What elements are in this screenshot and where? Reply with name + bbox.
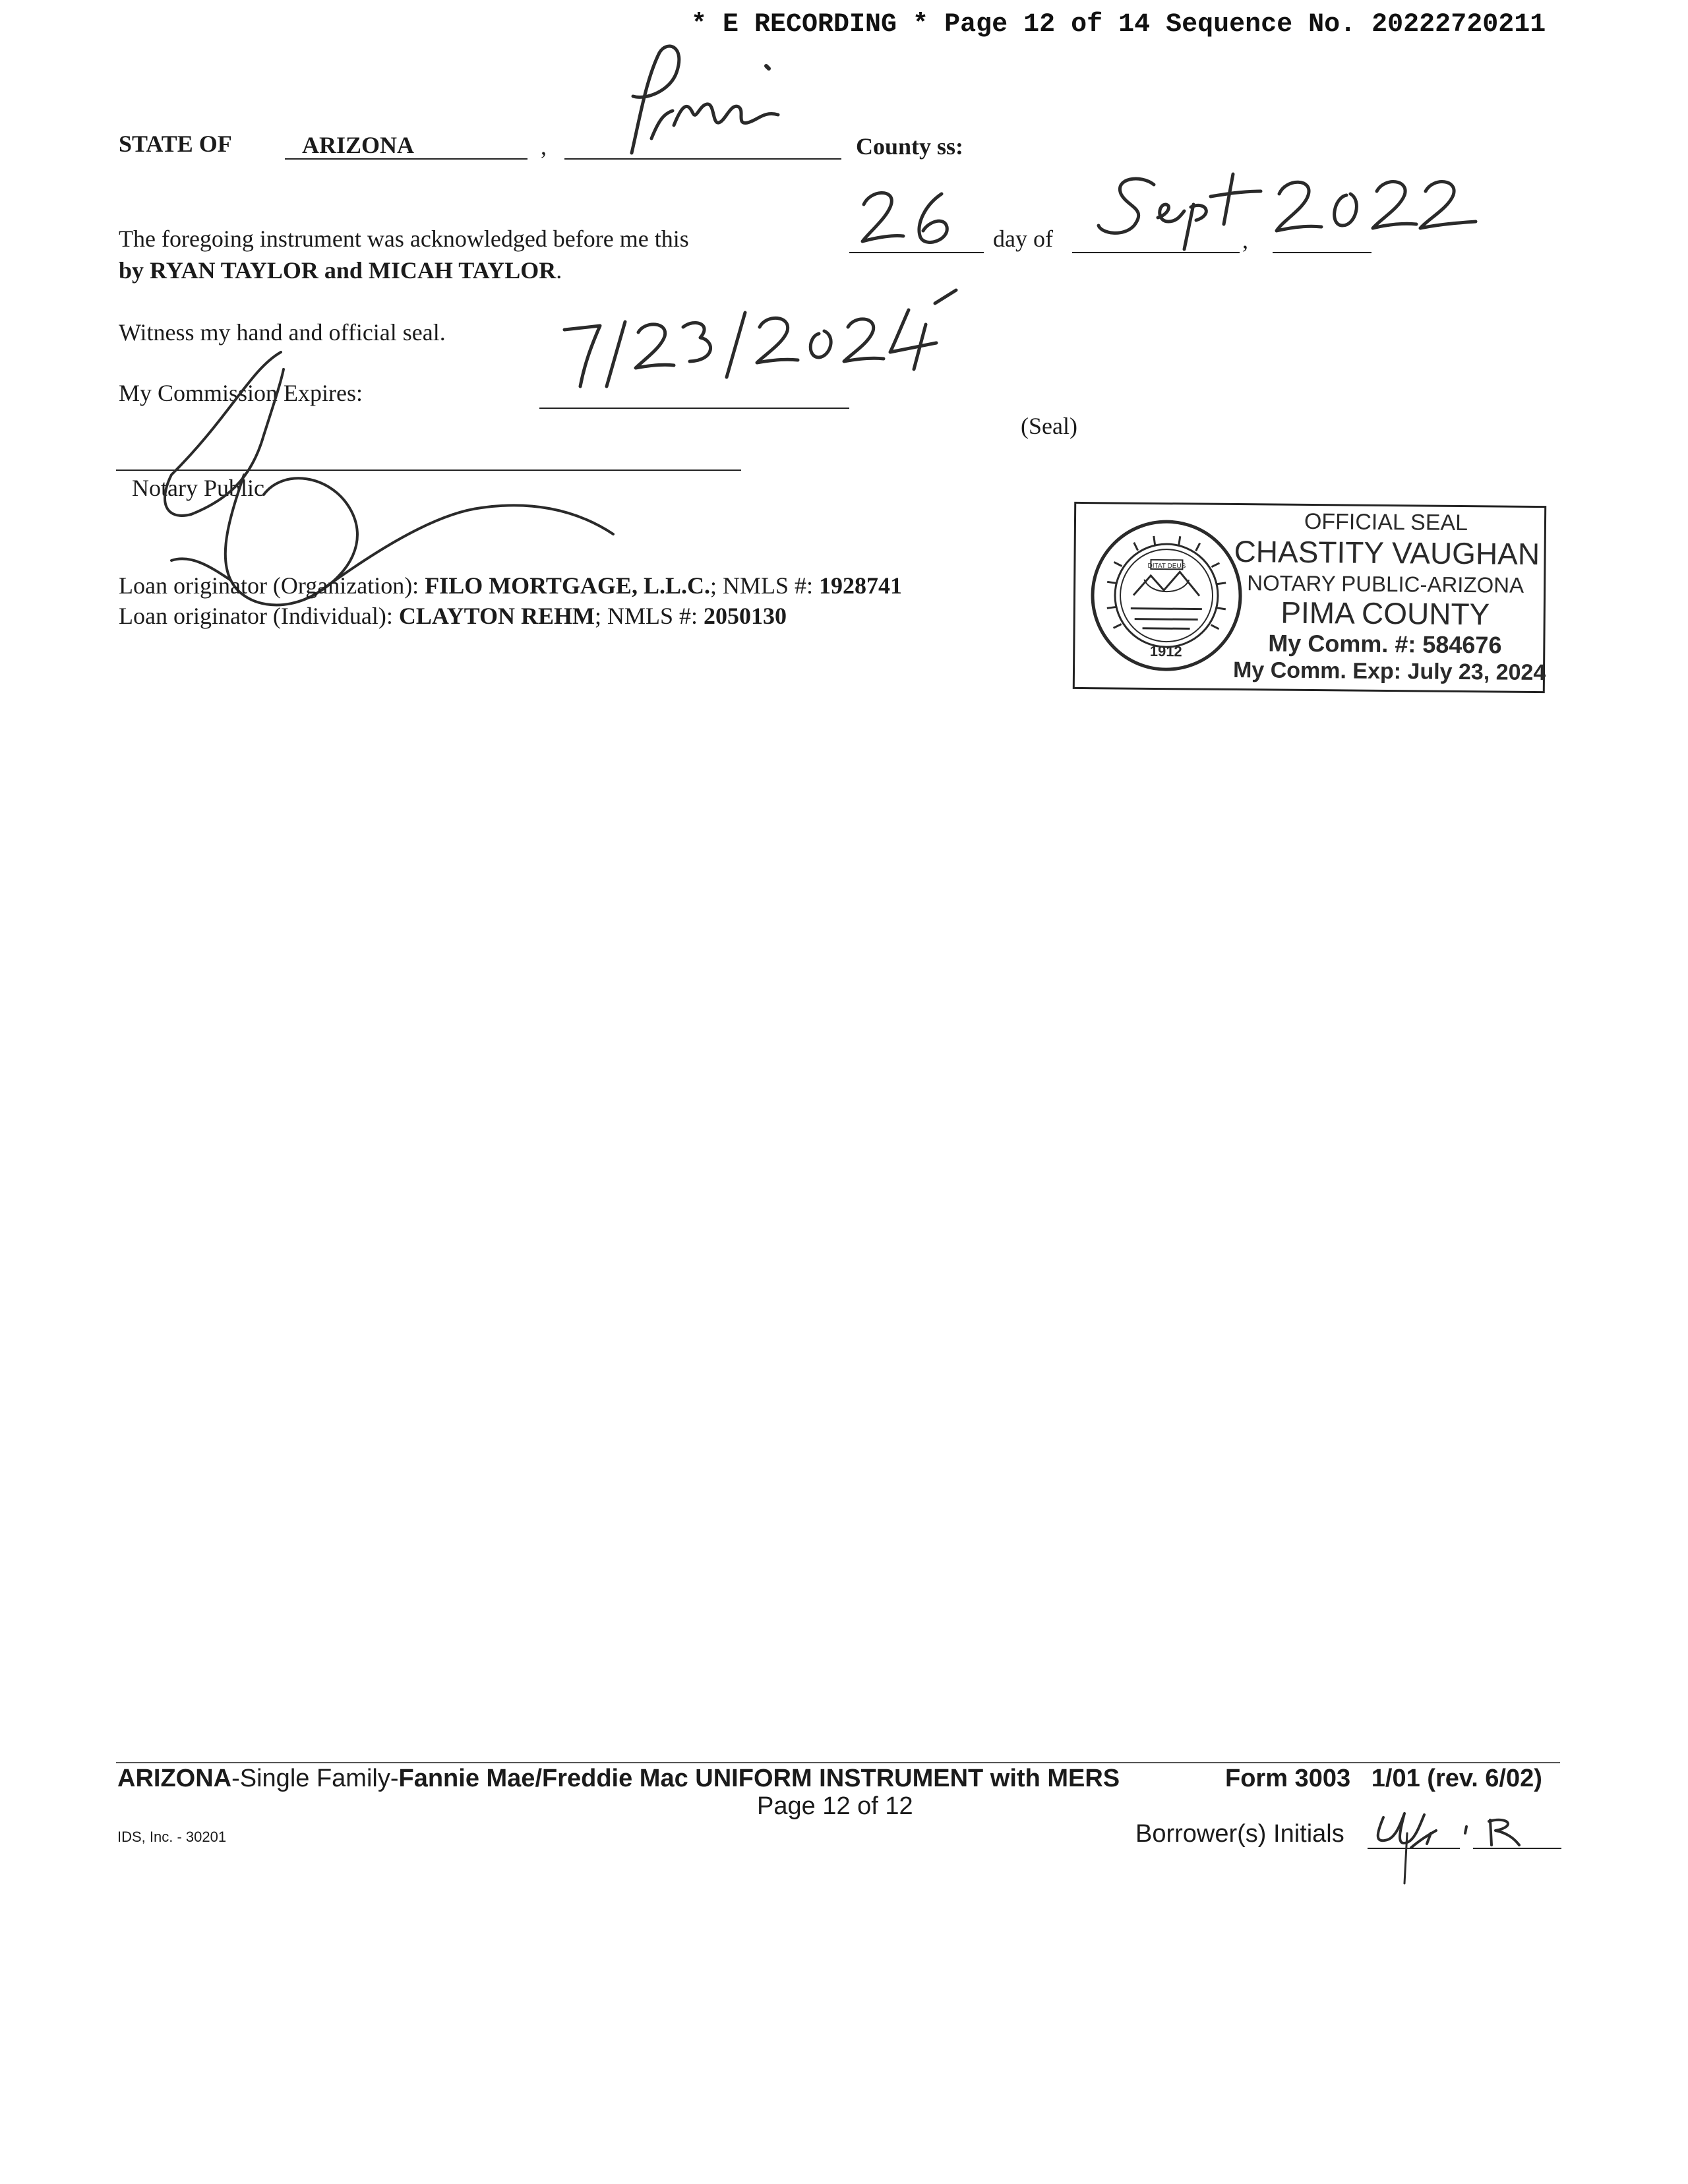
ind-nmls-label: ; NMLS #: xyxy=(594,603,698,629)
svg-text:1912: 1912 xyxy=(1149,642,1182,660)
signers-line xyxy=(119,256,562,285)
year-underline xyxy=(1273,252,1372,253)
footer-rev: 1/01 (rev. 6/02) xyxy=(1371,1765,1542,1792)
org-prefix: Loan originator (Organization): xyxy=(119,572,419,599)
svg-text:DITAT DEUS: DITAT DEUS xyxy=(1147,562,1186,570)
ind-nmls-number: 2050130 xyxy=(703,603,787,629)
state-underline xyxy=(285,158,528,160)
day-handwriting xyxy=(857,185,969,251)
footer-form-number xyxy=(1225,1763,1542,1794)
borrower-initials-handwriting xyxy=(1368,1807,1565,1886)
recording-header: * E RECORDING * Page 12 of 14 Sequence No. 20222720211 xyxy=(691,10,1546,40)
state-of-label: STATE OF xyxy=(119,131,232,157)
footer-initials-label: Borrower(s) Initials xyxy=(1135,1820,1344,1848)
commission-label: My Commission Expires: xyxy=(119,380,363,406)
loan-originator-individual xyxy=(119,601,787,630)
footer-state: ARIZONA xyxy=(117,1765,232,1792)
acknowledgment-text: The foregoing instrument was acknowledged before me this xyxy=(119,226,689,252)
org-name: FILO MORTGAGE, L.L.C. xyxy=(425,572,710,599)
signers-period: . xyxy=(556,257,562,284)
day-underline xyxy=(849,252,984,253)
signers-names: RYAN TAYLOR and MICAH TAYLOR xyxy=(150,257,557,284)
ind-name: CLAYTON REHM xyxy=(398,603,595,629)
seal-line-official-seal: OFFICIAL SEAL xyxy=(1304,508,1468,536)
county-label: County ss: xyxy=(856,133,964,160)
date-comma: , xyxy=(1242,227,1248,253)
witness-text: Witness my hand and official seal. xyxy=(119,319,446,346)
seal-line-commission-number: My Comm. #: 584676 xyxy=(1268,629,1502,659)
year-handwriting xyxy=(1270,171,1481,244)
seal-label: (Seal) xyxy=(1021,413,1077,439)
day-of-label: day of xyxy=(993,226,1053,252)
org-nmls-number: 1928741 xyxy=(819,572,902,599)
org-nmls-label: ; NMLS #: xyxy=(709,572,813,599)
state-value: ARIZONA xyxy=(302,132,415,158)
notary-public-label: Notary Public xyxy=(132,475,264,501)
footer-form-title xyxy=(117,1763,1120,1794)
loan-originator-organization xyxy=(119,571,902,600)
footer-desc-single-family: -Single Family- xyxy=(231,1765,399,1792)
month-underline xyxy=(1072,252,1240,253)
by-prefix: by xyxy=(119,257,144,284)
ind-prefix: Loan originator (Individual): xyxy=(119,603,393,629)
seal-line-notary-public-arizona: NOTARY PUBLIC-ARIZONA xyxy=(1247,570,1524,597)
month-handwriting xyxy=(1095,165,1266,251)
footer-desc-uniform-instrument: Fannie Mae/Freddie Mac UNIFORM INSTRUMENT with MERS xyxy=(398,1765,1120,1792)
footer-page-number: Page 12 of 12 xyxy=(757,1792,913,1820)
seal-line-county: PIMA COUNTY xyxy=(1281,595,1490,632)
notary-official-seal-stamp xyxy=(1073,502,1546,693)
county-handwriting xyxy=(613,40,798,165)
arizona-great-seal-emblem xyxy=(1087,516,1246,675)
seal-line-commission-expiry: My Comm. Exp: July 23, 2024 xyxy=(1232,657,1546,686)
seal-line-notary-name: CHASTITY VAUGHAN xyxy=(1234,534,1540,572)
state-comma: , xyxy=(541,133,547,160)
footer-ids: IDS, Inc. - 30201 xyxy=(117,1829,227,1845)
footer-form: Form 3003 xyxy=(1225,1765,1351,1792)
